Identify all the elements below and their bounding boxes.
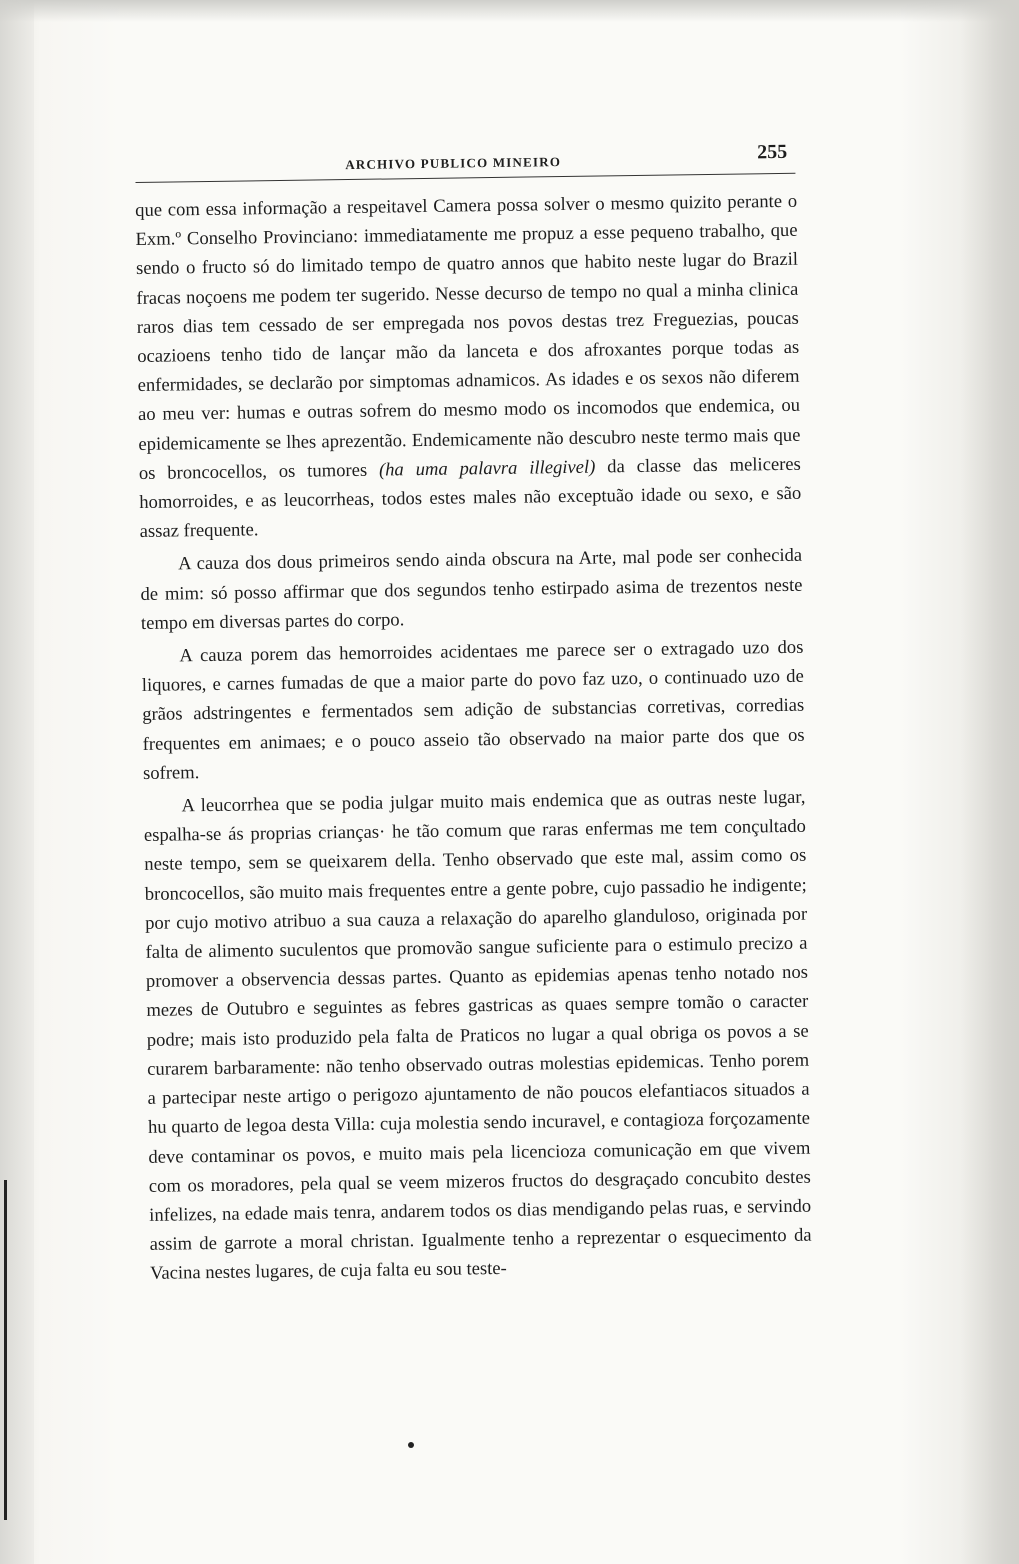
running-header: [135, 137, 796, 190]
paragraph-1-part-a: que com essa informação a respeitavel Camera possa solver o mesmo quizito perante o Exm.º Conselho Provinciano: immediatamente me propuz a esse pequeno trabalho, que sendo o fructo só do limitado tempo de quatro annos que habito neste lugar do Brazil fracas noçoens me podem ter sugerido. Nesse decurso de tempo no qual a minha clinica raros dias tem cessado de ser empregada nos povos destas trez Freguezias, poucas ocazioens tenho tido de lançar mão da lanceta e dos afroxantes porque todas as enfermidades, se declarão por simptomas adnamicos. As idades e os sexos não diferem ao meu ver: humas e outras sofrem do mesmo modo os incomodos que endemica, ou epidemicamente se lhes aprezentão. Endemicamente não descubro neste termo mais que os broncocellos, os tumores: [135, 190, 801, 484]
scan-shadow-right: [961, 0, 1019, 1564]
header-rule: [136, 173, 796, 183]
paragraph-2: A cauza dos dous primeiros sendo ainda obscura na Arte, mal pode ser conhecida de mim: só posso affirmar que dos segundos tenho estirpado asima de trezentos neste tempo em diversas partes do corpo.: [140, 545, 803, 634]
running-header-title: ARCHIVO PUBLICO MINEIRO: [345, 154, 562, 173]
body-text: [135, 187, 812, 1293]
page-number: 255: [756, 140, 788, 164]
scan-shadow-top: [0, 0, 1019, 22]
paragraph-1: [135, 187, 802, 547]
paragraph-4: A leucorrhea que se podia julgar muito mais endemica que as outras neste lugar, espalha-se ás proprias crianças· he tão comum que raras enfermas me tem conçultado neste tempo, sem se queixarem della. Tenho observado que este mal, assim como os broncocellos, são muito mais frequentes entre a gente pobre, cujo passadio he indigente; por cujo motivo atribuo a sua cauza a relaxação do aparelho glanduloso, originada por falta de alimento suculentos que promovão sangue suficiente para o estimulo precizo a promover a observencia dessas partes. Quanto as epidemias apenas tenho notado nos mezes de Outubro e seguintes as febres gastricas as quaes sempre tomão o caracter podre; mais isto produzido pela falta de Praticos no lugar a qual obriga os povos a se curarem barbaramente: não tenho observado outras molestias epidemicas. Tenho porem a partecipar neste artigo o perigozo ajuntamento de não poucos elefantiacos situados a hu quarto de legoa desta Villa: cuja molestia sendo incuravel, e contagioza forçozamente deve contaminar os povos, e muito mais pela licencioza comunicação em que vivem com os moradores, pela qual se veem mizeros fructos do desgraçado concubito destes infelizes, na edade mais tenra, andarem todos os dias mendigando pelas ruas, e servindo assim de garrote a moral christan. Igualmente tenho a reprezentar o esquecimento da Vacina nestes lugares, de cuja falta eu sou teste-: [143, 786, 812, 1285]
illegible-word-note: (ha uma palavra illegivel): [378, 456, 596, 481]
paragraph-1-part-b: da classe das meliceres homorroides, e as leucorrheas, todos estes males não exceptuão idade ou sexo, e são assaz frequente.: [139, 453, 802, 543]
footer-mark: [408, 1442, 414, 1448]
paragraph-3: A cauza porem das hemorroides acidentaes me parece ser o extragado uzo dos liquores, e carnes fumadas de que a maior parte do povo faz uzo, o continuado uzo de grãos adstringentes e fermentados sem adição de substancias corretivas, corredias frequentes em animaes; e o pouco asseio tão observado na maior parte dos que os sofrem.: [141, 636, 805, 784]
binding-edge: [4, 1180, 7, 1520]
